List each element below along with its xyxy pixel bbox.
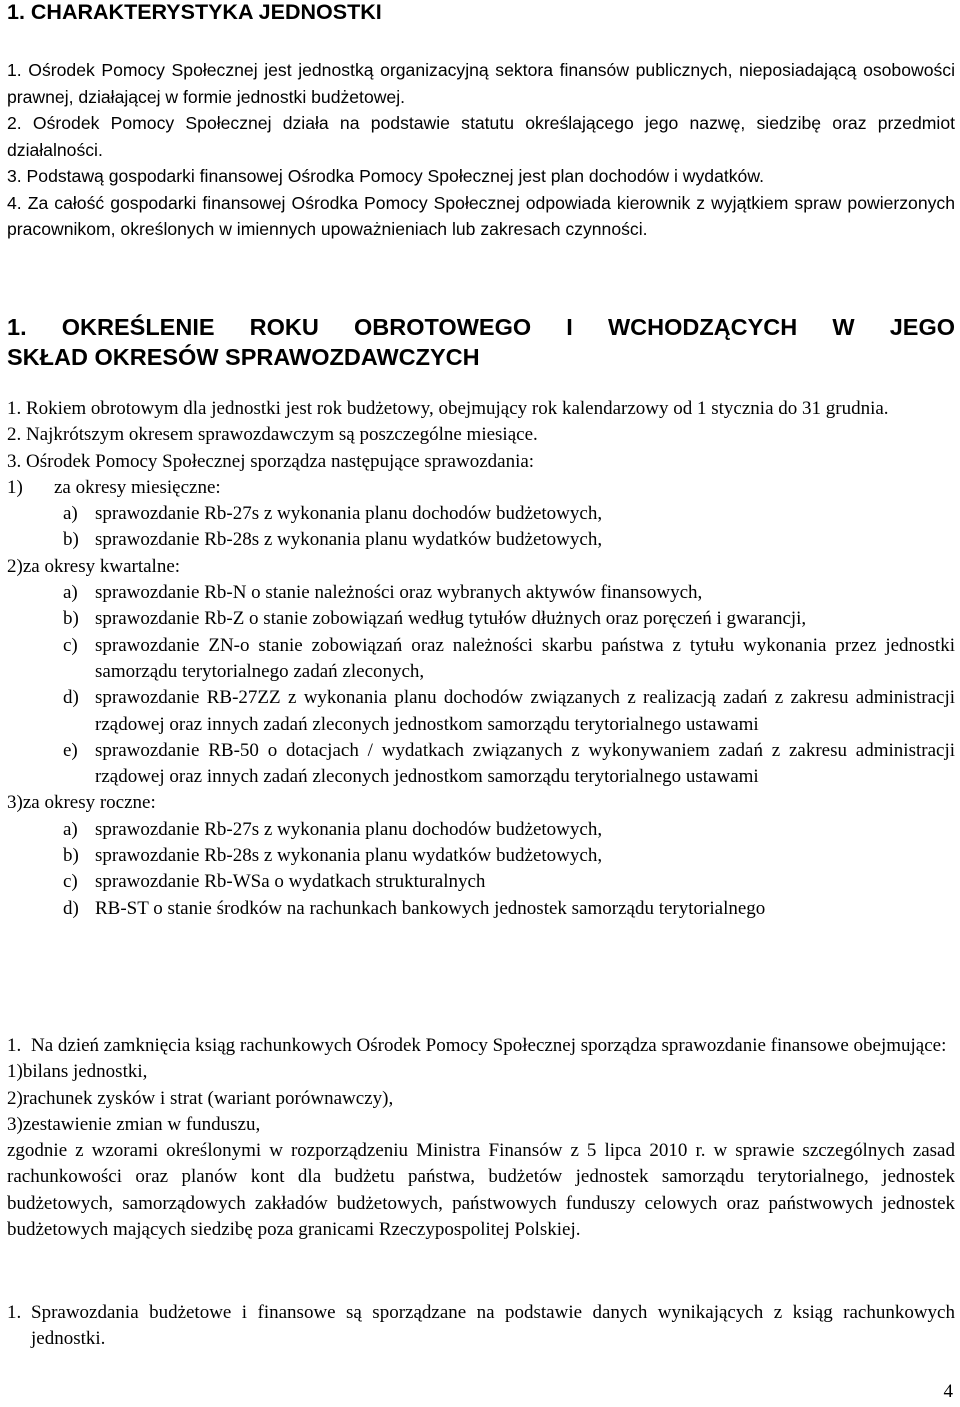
item-text: sprawozdanie Rb-N o stanie należności oraz wybranych aktywów finansowych, <box>95 582 703 604</box>
item-label: a) <box>63 503 78 525</box>
item-label: b) <box>63 529 79 551</box>
numbered-paragraph <box>7 1300 955 1353</box>
fiscal-year-section <box>7 396 955 922</box>
item-text: sprawozdanie Rb-28s z wykonania planu wydatków budżetowych, <box>95 529 603 551</box>
item-label: d) <box>63 687 79 709</box>
financial-statements-section <box>7 1033 955 1243</box>
heading-line: SKŁAD OKRESÓW SPRAWOZDAWCZYCH <box>7 344 480 370</box>
list-item <box>63 633 955 686</box>
section-heading-fiscal-year <box>7 312 955 372</box>
numbered-paragraph <box>7 1033 955 1059</box>
list-item <box>63 527 955 553</box>
list-item <box>63 869 955 895</box>
list-item <box>63 817 955 843</box>
source-data-section <box>7 1300 955 1353</box>
item-label: d) <box>63 897 79 919</box>
paragraph: 3. Podstawą gospodarki finansowej Ośrodka Pomocy Społecznej jest plan dochodów i wydatków. <box>7 166 764 186</box>
item-label: b) <box>63 845 79 867</box>
list-item <box>63 843 955 869</box>
item-label: c) <box>63 871 78 893</box>
annual-reports-list <box>7 817 955 922</box>
item-text: sprawozdanie Rb-27s z wykonania planu dochodów budżetowych, <box>95 503 603 525</box>
list-item <box>63 501 955 527</box>
monthly-reports-label <box>7 475 955 501</box>
item-text: sprawozdanie RB-50 o dotacjach / wydatkach związanych z wykonywaniem zadań z zakresu administracji rządowej oraz innych zadań zleconych jednostkom samorządu terytorialnego ustawami <box>95 739 955 788</box>
list-item: 2)rachunek zysków i strat (wariant porównawczy), <box>7 1087 394 1109</box>
annual-reports-label: 3)za okresy roczne: <box>7 792 156 814</box>
item-label: a) <box>63 582 78 604</box>
item-text: sprawozdanie Rb-WSa o wydatkach strukturalnych <box>95 871 486 893</box>
item-text: RB-ST o stanie środków na rachunkach bankowych jednostek samorządu terytorialnego <box>95 897 766 919</box>
paragraph-text: Na dzień zamknięcia ksiąg rachunkowych Ośrodek Pomocy Społecznej sporządza sprawozdanie finansowe obejmujące: <box>31 1035 947 1056</box>
paragraph: 1. Rokiem obrotowym dla jednostki jest rok budżetowy, obejmujący rok kalendarzowy od 1 stycznia do 31 grudnia. <box>7 398 889 419</box>
list-number: 1. <box>7 1302 22 1323</box>
item-label: b) <box>63 608 79 630</box>
paragraph-text: Sprawozdania budżetowe i finansowe są sporządzane na podstawie danych wynikających z ksiąg rachunkowych jednostki. <box>31 1302 955 1350</box>
list-item <box>63 580 955 606</box>
item-label: c) <box>63 634 78 656</box>
item-text: sprawozdanie Rb-Z o stanie zobowiązań według tytułów dłużnych oraz poręczeń i gwarancji, <box>95 608 807 630</box>
paragraph: 2. Najkrótszym okresem sprawozdawczym są poszczególne miesiące. <box>7 424 538 446</box>
section-heading-characteristics: 1. CHARAKTERYSTYKA JEDNOSTKI <box>7 0 382 24</box>
list-item <box>63 896 955 922</box>
item-text: sprawozdanie RB-27ZZ z wykonania planu dochodów związanych z realizacją zadań z zakresu administracji rządowej oraz innych zadań zleconych jednostkom samorządu terytorialnego ustawami <box>95 687 955 735</box>
list-item <box>63 738 955 791</box>
paragraph: 3. Ośrodek Pomocy Społecznej sporządza następujące sprawozdania: <box>7 450 535 472</box>
list-number: 1) <box>7 476 23 498</box>
characteristics-list <box>7 57 955 243</box>
list-item <box>63 685 955 738</box>
item-label: a) <box>63 818 78 840</box>
list-label: za okresy miesięczne: <box>54 476 221 498</box>
item-label: e) <box>63 739 78 761</box>
list-item: 3)zestawienie zmian w funduszu, <box>7 1113 261 1135</box>
paragraph: 1. Ośrodek Pomocy Społecznej jest jednostką organizacyjną sektora finansów publicznych, nieposiadającą osobowości prawnej, działającej w formie jednostki budżetowej. <box>7 60 955 107</box>
quarterly-reports-list <box>7 580 955 790</box>
page-number: 4 <box>943 1381 953 1402</box>
item-text: sprawozdanie Rb-28s z wykonania planu wydatków budżetowych, <box>95 845 603 867</box>
paragraph: 4. Za całość gospodarki finansowej Ośrodka Pomocy Społecznej odpowiada kierownik z wyjątkiem spraw powierzonych pracownikom, określonych w imiennych upoważnieniach lub zakresach czynności. <box>7 192 955 239</box>
paragraph: zgodnie z wzorami określonymi w rozporządzeniu Ministra Finansów z 5 lipca 2010 r. w sprawie szczególnych zasad rachunkowości oraz planów kont dla budżetu państwa, budżetów jednostek samorządu terytorialnego, jednostek budżetowych, samorządowych zakładów budżetowych, państwowych funduszy celowych oraz państwowych jednostek budżetowych mających siedzibę poza granicami Rzeczypospolitej Polskiej. <box>7 1140 955 1241</box>
paragraph: 2. Ośrodek Pomocy Społecznej działa na podstawie statutu określającego jego nazwę, siedzibę oraz przedmiot działalności. <box>7 113 955 160</box>
list-number: 1. <box>7 1035 22 1056</box>
item-text: sprawozdanie ZN-o stanie zobowiązań oraz należności skarbu państwa z tytułu wykonania przez jednostki samorządu terytorialnego zadań zleconych, <box>95 634 955 682</box>
heading-line: 1. OKREŚLENIE ROKU OBROTOWEGO I WCHODZĄCYCH W JEGO <box>7 314 955 340</box>
item-text: sprawozdanie Rb-27s z wykonania planu dochodów budżetowych, <box>95 818 603 840</box>
monthly-reports-list <box>7 501 955 554</box>
quarterly-reports-label: 2)za okresy kwartalne: <box>7 555 181 577</box>
list-item <box>63 606 955 632</box>
list-item: 1)bilans jednostki, <box>7 1061 148 1083</box>
